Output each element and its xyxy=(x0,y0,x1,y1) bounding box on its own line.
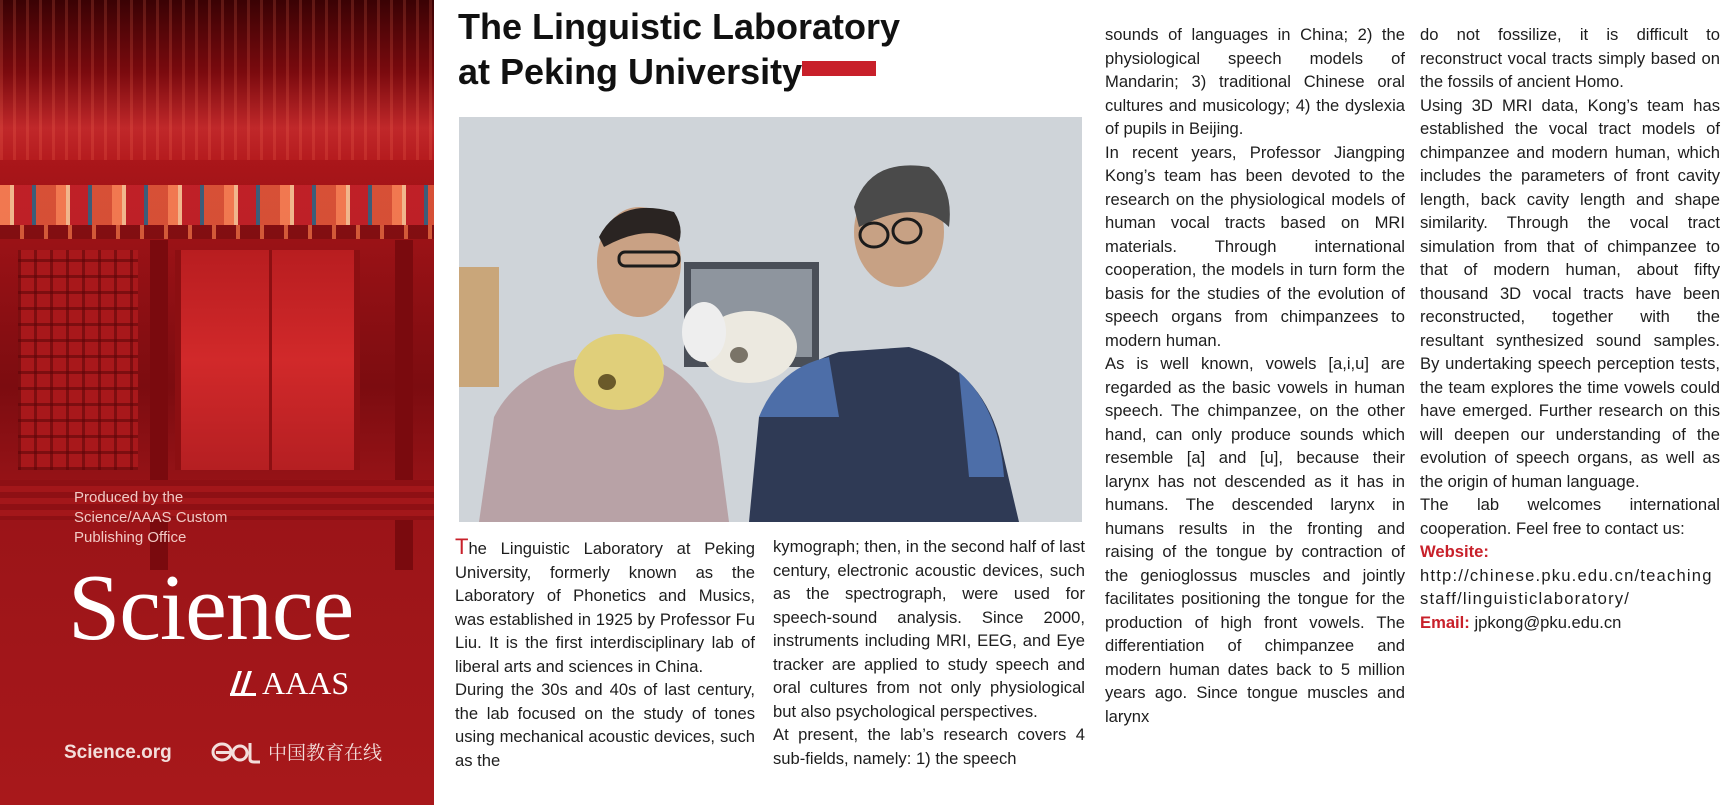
aaas-wordmark: AAAS xyxy=(262,665,350,701)
painted-beam-trim-graphic xyxy=(0,225,434,239)
paragraph-subfields-end: sounds of languages in China; 2) the physiological speech models of Mandarin; 3) traditional Chinese oral cultures and musicology; 4) the dyslexia of pupils in Beijing. xyxy=(1105,25,1405,138)
article-column-2 xyxy=(773,535,1085,770)
pillar-right-graphic xyxy=(395,240,413,570)
produced-line-3: Publishing Office xyxy=(74,529,187,546)
email-label: Email: xyxy=(1420,612,1470,632)
lattice-window-graphic xyxy=(18,250,138,470)
intro-text: he Linguistic Laboratory at Peking University, formerly known as the Laboratory of Phonetics and Musics, was established in 1925 by Professor Fu Liu. It is the first interdisciplinary lab of liberal arts and sciences in China. xyxy=(455,539,755,676)
red-door-graphic xyxy=(175,250,360,470)
title-line-1: The Linguistic Laboratory xyxy=(458,6,901,47)
paragraph-subfields-start: At present, the lab’s research covers 4 sub-fields, namely: 1) the speech xyxy=(773,725,1085,768)
science-logo: Science xyxy=(68,556,354,660)
paragraph-3d-mri: Using 3D MRI data, Kong’s team has established the vocal tract models of chimpanzee and modern human, which includes the parameters of front cavity length, back cavity length and shape similarity. Through the vocal tract simulation from that of chimpanzee to that of modern human, about fifty thousand 3D vocal tracts have been reconstructed, together with the resultant synthesized sound samples. By undertaking speech perception tests, the team explores the time vowels could have emerged. Further research on this will deepen our understanding of the evolution of speech organs, as well as the origin of human language. xyxy=(1420,95,1720,491)
temple-roof-graphic xyxy=(0,0,434,160)
aaas-mark-icon xyxy=(228,669,258,697)
paragraph-intro xyxy=(455,535,755,678)
produced-line-2: Science/AAAS Custom xyxy=(74,509,228,526)
lab-photo xyxy=(459,117,1082,522)
email-row xyxy=(1420,611,1720,635)
aaas-logo-row xyxy=(228,666,349,700)
article-column-4 xyxy=(1420,23,1720,634)
website-label: Website: xyxy=(1420,542,1489,561)
paragraph-devices: kymograph; then, in the second half of last century, electronic acoustic devices, such as the spectrograph, were used for speech-sound analysis. Since 2000, instruments including MRI, EEG, and Eye tracker are applied to study speech and oral cultures from not only physiological but also psychological perspectives. xyxy=(773,537,1085,721)
paragraph-recent-years: In recent years, Professor Jiangping Kong’s team has been devoted to the research on the physiological models of human vocal tracts based on MRI materials. Through international cooperation, the models in turn form the basis for the studies of the evolution of speech organs from chimpanzees to modern human. xyxy=(1105,142,1405,350)
article-column-3 xyxy=(1105,23,1405,728)
article-title xyxy=(458,4,928,94)
eol-logo-icon xyxy=(210,739,262,765)
paragraph-history: During the 30s and 40s of last century, the lab focused on the study of tones using mechanical acoustic devices, such as the xyxy=(455,680,755,770)
email-link[interactable]: jpkong@pku.edu.cn xyxy=(1474,612,1622,632)
article-column-1 xyxy=(455,535,755,772)
science-website-link[interactable]: Science.org xyxy=(64,742,172,763)
produced-line-1: Produced by the xyxy=(74,489,184,506)
produced-by-credit xyxy=(74,488,294,548)
eol-logo-row xyxy=(210,738,382,765)
paragraph-vowels: As is well known, vowels [a,i,u] are regarded as the basic vowels in human speech. The chimpanzee, on the other hand, can only produce sounds which resemble [a] and [u], because their larynx has not descended as it has in humans. The descended larynx in humans results in the fronting and raising of the tongue by contraction of the genioglossus muscles and jointly facilitates positioning the tongue for the production of high front vowels. The differentiation of chimpanzee and modern human dates back to 5 million years ago. Since tongue muscles and larynx xyxy=(1105,354,1405,726)
title-line-2: at Peking University xyxy=(458,51,803,92)
paragraph-fossils: do not fossilize, it is difficult to reconstruct vocal tracts simply based on the fossils of ancient Homo. xyxy=(1420,25,1720,91)
cover-panel xyxy=(0,0,434,805)
painted-beam-graphic xyxy=(0,185,434,225)
paragraph-cooperation: The lab welcomes international cooperation. Feel free to contact us: xyxy=(1420,495,1720,538)
website-url-link[interactable]: http://chinese.pku.edu.cn/teachingstaff/linguisticlaboratory/ xyxy=(1420,565,1713,608)
eol-chinese-text: 中国教育在线 xyxy=(268,743,383,764)
drop-cap: T xyxy=(455,534,469,559)
title-accent-bar xyxy=(802,61,876,76)
photo-two-researchers-icon xyxy=(459,117,1082,522)
